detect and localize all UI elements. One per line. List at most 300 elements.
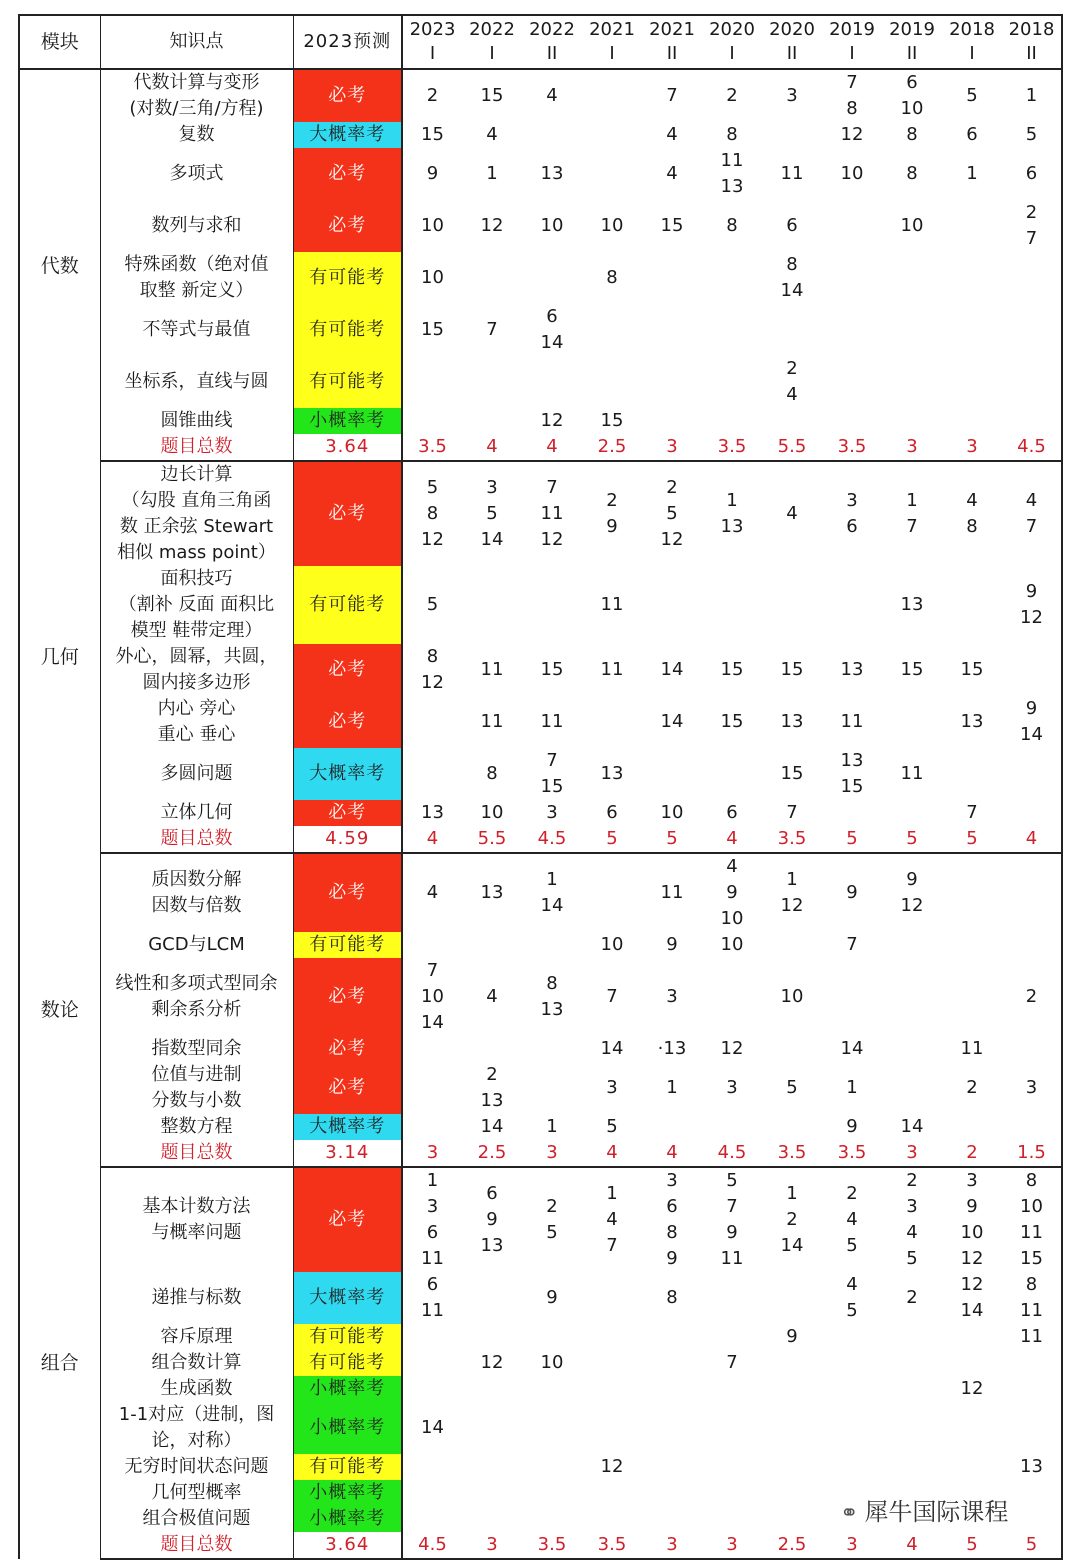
question-number-cell: 1 13 (720, 490, 744, 537)
header-year: 2022 (529, 19, 575, 40)
total-prediction: 4.59 (293, 826, 402, 853)
table-row (19, 696, 1062, 748)
question-number-cell: 1 (666, 1077, 678, 1098)
question-number-cell (582, 148, 642, 200)
header-round: I (849, 43, 855, 64)
question-number-cell (642, 748, 702, 800)
table-row (19, 1036, 1062, 1062)
question-number-cell (582, 1350, 642, 1376)
question-number-cell (942, 408, 1002, 434)
question-number-cell (822, 356, 882, 408)
question-number-cell (942, 356, 1002, 408)
question-number-cell: 15 (600, 410, 624, 431)
question-number-cell (702, 1402, 762, 1454)
question-number-cell: 15 (540, 659, 564, 680)
question-number-cell (762, 1402, 822, 1454)
question-number-cell (1002, 1376, 1062, 1402)
question-number-cell: 7 11 12 (540, 477, 564, 550)
question-number-cell (762, 1506, 822, 1532)
topic-cell: 不等式与最值 (100, 304, 293, 356)
question-number-cell (462, 932, 522, 958)
question-number-cell (402, 1062, 462, 1114)
question-number-cell: 11 (600, 594, 624, 615)
question-number-cell: 10 (600, 215, 624, 236)
question-number-cell (942, 200, 1002, 252)
question-number-cell (822, 1350, 882, 1376)
question-number-cell (1002, 932, 1062, 958)
total-value-cell: 3 (702, 1532, 762, 1559)
header-round: I (729, 43, 735, 64)
table-row (19, 461, 1062, 566)
total-value-cell: 2.5 (462, 1140, 522, 1167)
total-label: 题目总数 (100, 826, 293, 853)
question-number-cell: 6 (786, 215, 798, 236)
question-number-cell: 8 (666, 1287, 678, 1308)
watermark (840, 1492, 1008, 1527)
question-number-cell: 4 (546, 85, 558, 106)
question-number-cell: 10 (600, 934, 624, 955)
header-round: I (429, 43, 436, 64)
topic-cell: 特殊函数（绝对值 取整 新定义） (100, 252, 293, 304)
topic-cell: 线性和多项式型同余 剩余系分析 (100, 958, 293, 1036)
question-number-cell: 5 7 9 11 (720, 1170, 744, 1269)
question-number-cell (702, 1506, 762, 1532)
total-value-cell: 2 (942, 1140, 1002, 1167)
question-number-cell: 8 (726, 215, 738, 236)
question-number-cell: 8 (726, 124, 738, 145)
question-number-cell: 14 (900, 1116, 924, 1137)
question-number-cell (1002, 252, 1062, 304)
total-value-cell: 5 (582, 826, 642, 853)
question-number-cell (522, 1506, 582, 1532)
total-value-cell: 3 (942, 434, 1002, 461)
total-value-cell: 4 (702, 826, 762, 853)
question-number-cell (582, 1480, 642, 1506)
question-number-cell (582, 1506, 642, 1532)
question-number-cell (882, 408, 942, 434)
question-number-cell (702, 1480, 762, 1506)
header-year: 2018 (949, 19, 995, 40)
header-year-col (942, 15, 1002, 69)
topic-cell: 生成函数 (100, 1376, 293, 1402)
question-number-cell (462, 566, 522, 644)
total-row (19, 1532, 1062, 1559)
table-row (19, 148, 1062, 200)
question-number-cell: 4 (666, 163, 678, 184)
question-number-cell (702, 356, 762, 408)
table-row (19, 1376, 1062, 1402)
question-number-cell (642, 566, 702, 644)
question-number-cell (702, 958, 762, 1036)
question-number-cell (942, 1114, 1002, 1140)
table-row (19, 356, 1062, 408)
question-number-cell: 10 (840, 163, 864, 184)
question-number-cell: 15 (720, 659, 744, 680)
question-number-cell (822, 566, 882, 644)
question-number-cell: 12 (540, 410, 564, 431)
question-number-cell: 3 (726, 1077, 738, 1098)
question-number-cell: 10 (900, 215, 924, 236)
table-row (19, 1272, 1062, 1324)
header-year-col (522, 15, 582, 69)
prediction-cell: 必考 (293, 148, 402, 200)
question-number-cell: 13 (780, 711, 804, 732)
question-number-cell (1002, 1036, 1062, 1062)
question-number-cell: 15 (900, 659, 924, 680)
question-number-cell: 14 (840, 1038, 864, 1059)
question-number-cell: 2 5 (546, 1196, 558, 1243)
question-number-cell: 7 8 (846, 72, 858, 119)
question-number-cell (942, 1350, 1002, 1376)
total-row (19, 826, 1062, 853)
question-number-cell (702, 1454, 762, 1480)
question-number-cell (762, 1376, 822, 1402)
question-number-cell (402, 1454, 462, 1480)
header-year: 2019 (889, 19, 935, 40)
table-row (19, 1062, 1062, 1114)
question-number-cell (882, 1036, 942, 1062)
total-value-cell: 3.5 (822, 434, 882, 461)
question-number-cell: 15 (780, 659, 804, 680)
question-number-cell: 8 12 (421, 646, 444, 693)
total-value-cell: 3 (642, 434, 702, 461)
topic-cell: 多项式 (100, 148, 293, 200)
question-number-cell: 2 7 (1002, 200, 1062, 252)
question-number-cell: 12 (480, 215, 504, 236)
question-number-cell (882, 356, 942, 408)
question-number-cell: 6 10 (900, 72, 924, 119)
question-number-cell: 14 (660, 711, 684, 732)
question-number-cell: 13 (900, 594, 924, 615)
topic-cell: 几何型概率 (100, 1480, 293, 1506)
question-number-cell (882, 1324, 942, 1350)
prediction-cell: 小概率考 (293, 1402, 402, 1454)
header-year-col (702, 15, 762, 69)
total-value-cell: 5 (882, 826, 942, 853)
question-number-cell: 1 12 (780, 869, 804, 916)
question-number-cell: 1 3 6 11 (421, 1170, 444, 1269)
table-row (19, 958, 1062, 1036)
question-number-cell: 3 6 (846, 490, 858, 537)
question-number-cell (462, 1480, 522, 1506)
question-number-cell: 8 13 (540, 973, 564, 1020)
question-number-cell (462, 1376, 522, 1402)
question-number-cell (882, 1454, 942, 1480)
question-number-cell: 2 (966, 1077, 978, 1098)
question-number-cell: 4 (426, 882, 439, 903)
question-number-cell: 8 11 (1002, 1272, 1062, 1324)
question-number-cell: 13 (1002, 1454, 1062, 1480)
question-number-cell: 11 (960, 1038, 984, 1059)
header-year: 2020 (709, 19, 755, 40)
question-number-cell (822, 800, 882, 826)
header-year: 2023 (409, 19, 456, 40)
header-row (19, 15, 1062, 69)
total-value-cell: 3.5 (762, 1140, 822, 1167)
question-number-cell (582, 696, 642, 748)
question-number-cell: 6 11 (421, 1274, 444, 1321)
total-value-cell: 3 (402, 1140, 462, 1167)
module-label: 组合 (19, 1167, 100, 1559)
table-row (19, 1167, 1062, 1272)
question-number-cell (642, 1376, 702, 1402)
question-number-cell (582, 69, 642, 122)
question-number-cell: 2 5 12 (660, 477, 684, 550)
question-number-cell: 4 (666, 124, 678, 145)
question-number-cell (462, 1324, 522, 1350)
question-number-cell: 12 (960, 1378, 984, 1399)
question-number-cell (522, 1324, 582, 1350)
question-number-cell: 1 4 7 (606, 1183, 618, 1256)
header-year: 2021 (649, 19, 695, 40)
question-number-cell: 13 (421, 802, 444, 823)
question-number-cell (402, 1376, 462, 1402)
question-number-cell: 2 13 (480, 1064, 504, 1111)
question-number-cell: 6 (966, 124, 978, 145)
header-round: I (489, 43, 495, 64)
question-number-cell (882, 1350, 942, 1376)
question-number-cell (882, 958, 942, 1036)
question-number-cell: 7 (846, 934, 858, 955)
question-number-cell: 1 14 (540, 869, 564, 916)
topic-cell: 复数 (100, 122, 293, 148)
question-number-cell: 5 (606, 1116, 618, 1137)
question-number-cell (462, 1506, 522, 1532)
question-number-cell: 7 (486, 319, 498, 340)
question-number-cell: ·13 (657, 1038, 687, 1059)
prediction-cell: 小概率考 (293, 1480, 402, 1506)
question-number-cell: 4 5 (846, 1274, 858, 1321)
question-number-cell (402, 356, 462, 408)
question-number-cell (1002, 800, 1062, 826)
question-number-cell: 14 (600, 1038, 624, 1059)
question-number-cell: 4 7 (1002, 461, 1062, 566)
question-number-cell (522, 1454, 582, 1480)
question-number-cell (702, 1324, 762, 1350)
question-number-cell: 10 (421, 215, 444, 236)
question-number-cell: 2 3 4 5 (906, 1170, 918, 1269)
question-number-cell (1002, 748, 1062, 800)
total-value-cell: 3.5 (702, 434, 762, 461)
total-value-cell: 1.5 (1002, 1140, 1062, 1167)
question-number-cell: 15 (421, 124, 444, 145)
header-year-col (762, 15, 822, 69)
question-number-cell (822, 304, 882, 356)
question-number-cell (402, 1506, 462, 1532)
total-value-cell: 3 (822, 1532, 882, 1559)
total-value-cell: 5 (1002, 1532, 1062, 1559)
topic-cell: 质因数分解 因数与倍数 (100, 853, 293, 932)
header-year-col (822, 15, 882, 69)
question-number-cell (762, 1036, 822, 1062)
topic-cell: 指数型同余 (100, 1036, 293, 1062)
header-round: II (546, 43, 558, 64)
header-year: 2019 (829, 19, 875, 40)
question-number-cell (942, 304, 1002, 356)
question-number-cell (522, 356, 582, 408)
question-number-cell (762, 1350, 822, 1376)
topic-cell: 组合极值问题 (100, 1506, 293, 1532)
question-number-cell (942, 566, 1002, 644)
question-number-cell: 15 (720, 711, 744, 732)
question-number-cell: 2 4 (786, 358, 798, 405)
total-label: 题目总数 (100, 434, 293, 461)
question-number-cell: 10 (480, 802, 504, 823)
question-number-cell (762, 566, 822, 644)
prediction-cell: 大概率考 (293, 1114, 402, 1140)
module-label: 几何 (19, 461, 100, 853)
total-value-cell: 3 (522, 1140, 582, 1167)
question-number-cell (1002, 1402, 1062, 1454)
question-number-cell: 2 (906, 1287, 918, 1308)
question-number-cell (642, 408, 702, 434)
prediction-cell: 必考 (293, 696, 402, 748)
question-number-cell (762, 932, 822, 958)
question-number-cell: 9 (546, 1287, 558, 1308)
question-number-cell (822, 200, 882, 252)
question-number-cell: 3 (606, 1077, 618, 1098)
total-value-cell: 4 (402, 826, 462, 853)
topic-cell: 多圆问题 (100, 748, 293, 800)
prediction-cell: 必考 (293, 853, 402, 932)
question-number-cell (822, 1454, 882, 1480)
question-number-cell: 9 14 (1002, 696, 1062, 748)
total-label: 题目总数 (100, 1532, 293, 1559)
prediction-cell: 必考 (293, 644, 402, 696)
question-number-cell: 15 (780, 763, 804, 784)
prediction-cell: 有可能考 (293, 252, 402, 304)
question-number-cell: 13 15 (840, 750, 864, 797)
total-value-cell: 4.5 (702, 1140, 762, 1167)
question-number-cell (942, 748, 1002, 800)
prediction-cell: 必考 (293, 1036, 402, 1062)
question-number-cell: 1 (1002, 69, 1062, 122)
table-row (19, 200, 1062, 252)
question-number-cell: 14 (421, 1417, 444, 1438)
question-number-cell: 7 (966, 802, 978, 823)
topic-cell: 1-1对应（进制，图 论，对称） (100, 1402, 293, 1454)
header-prediction: 2023预测 (293, 15, 402, 69)
total-value-cell: 4 (1002, 826, 1062, 853)
question-number-cell (402, 408, 462, 434)
question-number-cell (762, 408, 822, 434)
question-number-cell (582, 1376, 642, 1402)
total-value-cell: 3 (882, 1140, 942, 1167)
question-number-cell: 3 (786, 85, 798, 106)
topic-cell: 无穷时间状态问题 (100, 1454, 293, 1480)
question-number-cell (822, 1324, 882, 1350)
topic-cell: 组合数计算 (100, 1350, 293, 1376)
question-number-cell: 7 10 14 (421, 960, 444, 1033)
question-number-cell (462, 1272, 522, 1324)
question-number-cell: 3 (1002, 1062, 1062, 1114)
header-year: 2018 (1008, 19, 1055, 40)
prediction-cell: 大概率考 (293, 122, 402, 148)
topic-cell: 圆锥曲线 (100, 408, 293, 434)
total-label: 题目总数 (100, 1140, 293, 1167)
topic-cell: 基本计数方法 与概率问题 (100, 1167, 293, 1272)
table-row (19, 644, 1062, 696)
question-number-cell: 13 (960, 711, 984, 732)
question-number-cell (1002, 1480, 1062, 1506)
question-number-cell (822, 1376, 882, 1402)
question-number-cell (942, 853, 1002, 932)
total-value-cell: 4 (462, 434, 522, 461)
exam-topic-table (18, 14, 1063, 1560)
question-number-cell: 3 6 8 9 (666, 1170, 678, 1269)
question-number-cell (882, 1062, 942, 1114)
total-value-cell: 3 (882, 434, 942, 461)
table-row (19, 932, 1062, 958)
total-value-cell: 3.5 (402, 434, 462, 461)
question-number-cell: 12 (480, 1352, 504, 1373)
table-row (19, 800, 1062, 826)
question-number-cell (402, 748, 462, 800)
total-value-cell: 2.5 (582, 434, 642, 461)
header-year: 2020 (769, 19, 815, 40)
question-number-cell: 7 (666, 85, 678, 106)
question-number-cell: 5 (966, 85, 978, 106)
topic-cell: 边长计算 （勾股 直角三角函 数 正余弦 Stewart 相似 mass point） (100, 461, 293, 566)
question-number-cell: 6 (606, 802, 618, 823)
header-year-col (582, 15, 642, 69)
question-number-cell (702, 1114, 762, 1140)
question-number-cell: 11 (540, 711, 564, 732)
total-value-cell: 4 (582, 1140, 642, 1167)
prediction-cell: 有可能考 (293, 1454, 402, 1480)
question-number-cell: 1 (546, 1116, 558, 1137)
question-number-cell: 3 (546, 802, 558, 823)
question-number-cell: 3 9 10 12 (960, 1170, 984, 1269)
question-number-cell (582, 1402, 642, 1454)
question-number-cell (822, 408, 882, 434)
question-number-cell: 1 (486, 163, 498, 184)
module-label: 数论 (19, 853, 100, 1167)
module-label: 代数 (19, 69, 100, 461)
question-number-cell: 9 (846, 1116, 858, 1137)
question-number-cell: 3 5 14 (480, 477, 504, 550)
table-row (19, 122, 1062, 148)
total-row (19, 1140, 1062, 1167)
question-number-cell (402, 1350, 462, 1376)
question-number-cell (882, 800, 942, 826)
question-number-cell (942, 958, 1002, 1036)
question-number-cell: 15 (960, 659, 984, 680)
total-value-cell: 4 (642, 1140, 702, 1167)
question-number-cell: 2 (726, 85, 738, 106)
topic-cell: 数列与求和 (100, 200, 293, 252)
question-number-cell (462, 1402, 522, 1454)
question-number-cell (1002, 1114, 1062, 1140)
prediction-cell: 必考 (293, 200, 402, 252)
question-number-cell: 14 (480, 1116, 504, 1137)
prediction-cell: 小概率考 (293, 1506, 402, 1532)
question-number-cell: 2 4 5 (846, 1183, 858, 1256)
header-year-col (642, 15, 702, 69)
question-number-cell: 7 (606, 986, 618, 1007)
question-number-cell (702, 408, 762, 434)
question-number-cell: 2 9 (606, 490, 618, 537)
question-number-cell (402, 1480, 462, 1506)
question-number-cell (822, 1402, 882, 1454)
header-round: I (609, 43, 615, 64)
question-number-cell: 11 (480, 711, 504, 732)
topic-cell: 代数计算与变形 (对数/三角/方程) (100, 69, 293, 122)
question-number-cell (882, 1376, 942, 1402)
question-number-cell: 4 (486, 986, 498, 1007)
total-value-cell: 4.5 (522, 826, 582, 853)
question-number-cell: 6 9 13 (480, 1183, 504, 1256)
